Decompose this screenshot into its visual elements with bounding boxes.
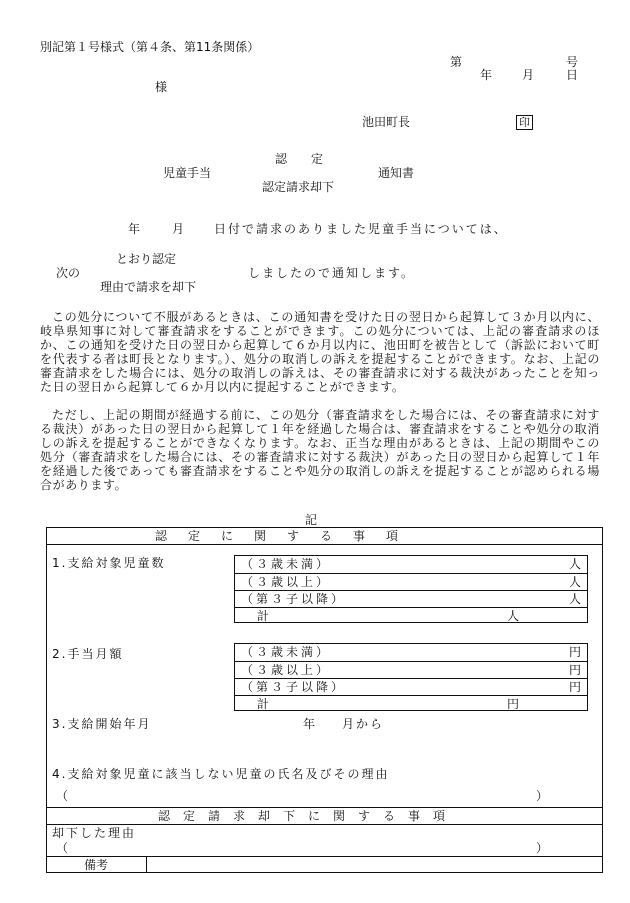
notice-paragraph-1: この処分について不服があるときは、この通知書を受けた日の翌日から起算して３か月以内に、岐阜県知事に対して審査請求をすることができます。この処分については、上記の審査請求のほか、この通知を受けた日の翌日から起算して６か月以内に、池田町を被告として（訴訟において町を代表する者は町長となります。）、処分の取消しの訴えを提起することができます。なお、上記の審査請求をした場合には、処分の取消しの訴えは、その審査請求に対する裁決があったことを知った日の翌日から起算して６か月以内に提起することができます。 bbox=[40, 310, 600, 394]
ki-label: 記 bbox=[305, 513, 318, 527]
item3-label: 3.支給開始年月 bbox=[52, 717, 152, 731]
intro-text: 日付で請求のありました児童手当については、 bbox=[214, 222, 508, 236]
item1-label: 1.支給対象児童数 bbox=[52, 556, 166, 570]
item4-paren-open: （ bbox=[56, 789, 69, 803]
notice-paragraph-2: ただし、上記の期間が経過する前に、この処分（審査請求をした場合には、その審査請求に対する裁決）があった日の翌日から起算して１年を経過した場合は、審査請求をすることや処分の取消しの訴えを提起することができなくなります。なお、正当な理由があるときは、上記の期間やこの処分（審査請求をした場合には、その審査請求に対する裁決）があった日の翌日から起算して１年を経過した後であっても審査請求をすることや処分の取消しの訴えを提起することが認められる場合があります。 bbox=[40, 408, 600, 492]
remarks-label: 備考 bbox=[84, 858, 109, 872]
title-right: 通知書 bbox=[378, 166, 415, 180]
intro-month: 月 bbox=[172, 222, 185, 236]
section2-bottom-divider bbox=[46, 824, 603, 825]
intro-option-bottom: 理由で請求を却下 bbox=[100, 280, 197, 294]
addressee-suffix: 様 bbox=[155, 80, 168, 94]
reject-paren-close: ） bbox=[536, 841, 549, 855]
item2-row-under3: （３歳未満） 円 bbox=[241, 645, 581, 659]
seal-mark: 印 bbox=[516, 115, 533, 130]
title-left: 児童手当 bbox=[163, 166, 212, 180]
reject-paren-open: （ bbox=[56, 841, 69, 855]
remarks-vertical bbox=[146, 856, 147, 873]
section1-header: 認定に関する事項 bbox=[155, 529, 420, 543]
item2-row-total: 計 円 bbox=[235, 695, 587, 712]
number-prefix: 第 bbox=[450, 55, 463, 69]
section1-divider bbox=[46, 544, 603, 545]
item1-row-over3: （３歳以上） 人 bbox=[235, 573, 587, 590]
item1-row-under3: （３歳未満） 人 bbox=[241, 557, 581, 571]
item4-paren-close: ） bbox=[536, 789, 549, 803]
date-year: 年 bbox=[480, 68, 493, 82]
issuer-name: 池田町長 bbox=[362, 115, 411, 129]
section2-top-divider bbox=[46, 807, 603, 808]
title-bottom: 認定請求却下 bbox=[262, 180, 335, 194]
item2-box bbox=[234, 643, 588, 711]
item2-row-third-child: （第３子以降） 円 bbox=[235, 678, 587, 695]
intro-suffix: しましたので通知します。 bbox=[248, 266, 416, 280]
form-label: 別記第１号様式（第４条、第11条関係） bbox=[40, 40, 260, 54]
item1-box bbox=[234, 555, 588, 623]
item1-row-total: 計 人 bbox=[235, 607, 587, 624]
item4-label: 4.支給対象児童に該当しない児童の氏名及びその理由 bbox=[52, 767, 390, 781]
date-month: 月 bbox=[522, 68, 535, 82]
intro-year: 年 bbox=[128, 222, 141, 236]
item1-row-third-child: （第３子以降） 人 bbox=[235, 590, 587, 607]
intro-option-top: とおり認定 bbox=[116, 252, 177, 266]
item3-month-from: 月から bbox=[342, 717, 385, 731]
remarks-divider bbox=[46, 856, 603, 857]
reject-reason-label: 却下した理由 bbox=[52, 826, 137, 840]
item3-year: 年 bbox=[303, 717, 316, 731]
number-suffix: 号 bbox=[566, 55, 579, 69]
title-top: 認 定 bbox=[275, 152, 324, 166]
date-day: 日 bbox=[566, 68, 579, 82]
section2-header: 認定請求却下に関する事項 bbox=[158, 809, 459, 823]
intro-next: 次の bbox=[56, 266, 81, 280]
item2-row-over3: （３歳以上） 円 bbox=[235, 661, 587, 678]
item2-label: 2.手当月額 bbox=[52, 647, 124, 661]
